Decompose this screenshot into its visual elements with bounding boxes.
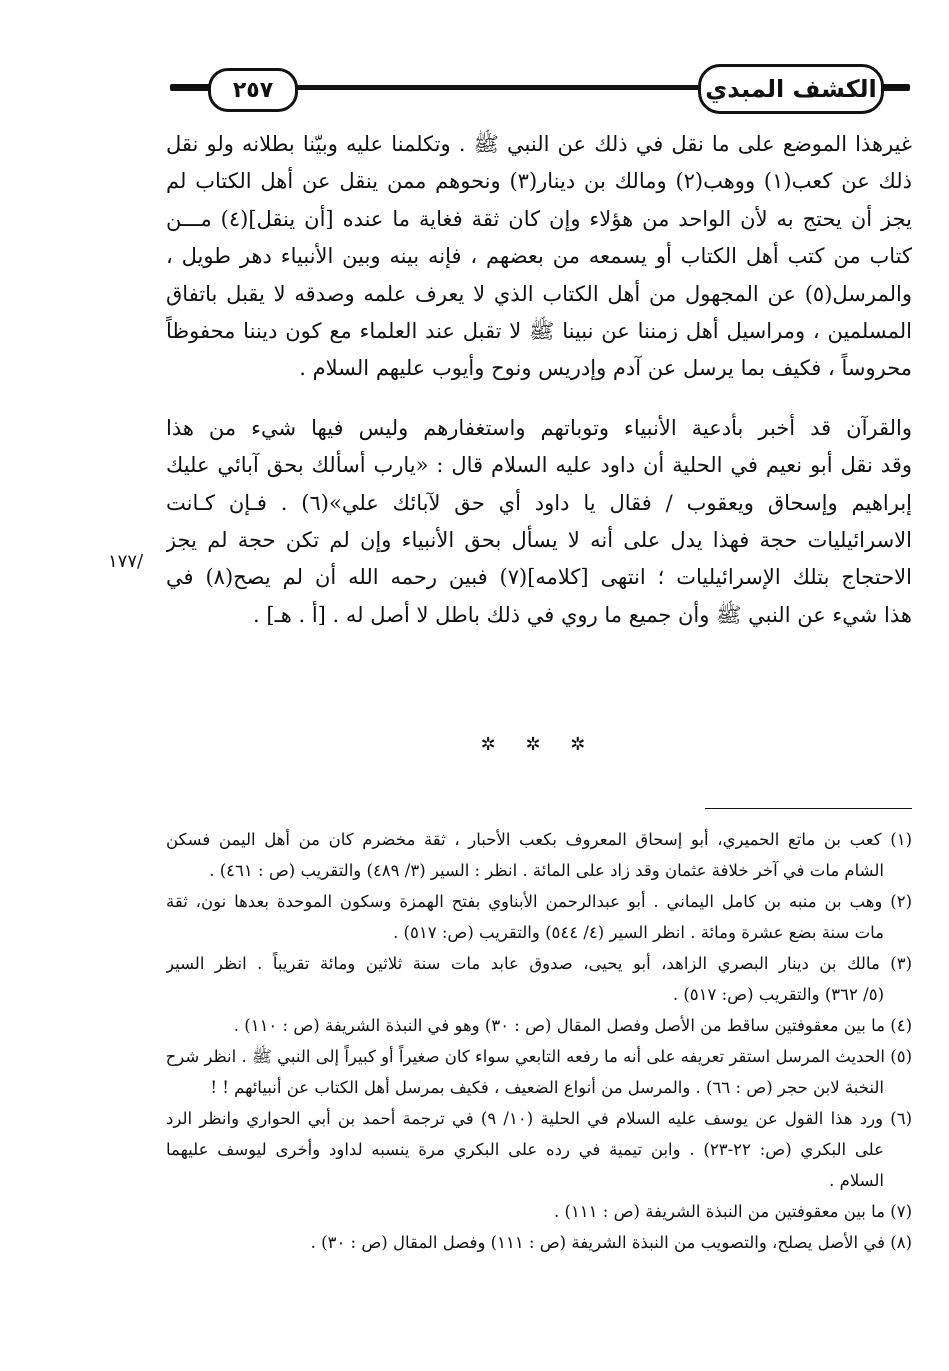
footnote-6 xyxy=(166,1103,912,1196)
text-line: غيرهذا الموضع على ما نقل في ذلك عن النبي ﷺ . وتكلمنا عليه وبيّنا بطلانه ولو نقل xyxy=(166,132,912,156)
page-number: ٢٥٧ xyxy=(208,68,298,112)
footnote-4 xyxy=(166,1010,912,1041)
footnote-line: (٧) ما بين معقوفتين من النبذة الشريفة (ص : ١١١) . xyxy=(554,1202,912,1221)
text-line: كتاب من كتب أهل الكتاب أو يسمعه من بعضهم ، فإنه بينه وبين الأنبياء دهر طويل ، xyxy=(166,244,912,269)
footnotes xyxy=(166,824,912,1258)
footnote-line: (٣) مالك بن دينار البصري الزاهد، أبو يحيى، صدوق عابد مات سنة ثلاثين ومائة تقريباً . انظر السير xyxy=(166,954,912,973)
header-rule-left xyxy=(170,84,210,91)
footnote-1 xyxy=(166,824,912,886)
footnote-7 xyxy=(166,1196,912,1227)
text-line: والمرسل(٥) عن المجهول من أهل الكتاب الذي لا يعرف علمه وصدقه لا يقبل باتفاق xyxy=(166,281,912,306)
footnote-3 xyxy=(166,948,912,1010)
text-line: ذلك عن كعب(١) ووهب(٢) ومالك بن دينار(٣) ونحوهم ممن ينقل عن أهل الكتاب لم xyxy=(166,169,912,194)
manuscript-folio-reference: ١٧٧/ xyxy=(108,551,144,572)
footnote-2 xyxy=(166,886,912,948)
text-line: المسلمين ، ومراسيل أهل زمننا عن نبينا ﷺ لا تقبل عند العلماء مع كون ديننا محفوظاً xyxy=(166,319,912,344)
text-line: وقد نقل أبو نعيم في الحلية أن داود عليه السلام قال : «يارب أسألك بحق آبائي عليك xyxy=(166,453,912,478)
footnote-line: الشام مات في آخر خلافة عثمان وقد زاد على المائة . انظر : السير (٣/ ٤٨٩) والتقريب (ص : ٤٦١) . xyxy=(209,861,884,880)
footnote-line: (٥/ ٣٦٢) والتقريب (ص: ٥١٧) . xyxy=(672,985,884,1004)
footnote-line: على البكري (ص: ٢٢-٢٣) . وابن تيمية في رده على البكري مرة ينسبه لداود وأخرى ليوسف عليهما xyxy=(166,1140,884,1159)
book-title: الكشف المبدي xyxy=(698,64,884,114)
footnote-line: مات سنة بضع عشرة ومائة . انظر السير (٤/ ٥٤٤) والتقريب (ص: ٥١٧) . xyxy=(393,923,884,942)
footnote-line: (٥) الحديث المرسل استقر تعريفه على أنه ما رفعه التابعي سواء كان صغيراً أو كبيراً إلى النبي ﷺ . انظر شرح xyxy=(166,1047,912,1066)
footnote-8 xyxy=(166,1227,912,1258)
footnote-line: (٢) وهب بن منبه بن كامل اليماني . أبو عبدالرحمن الأبناوي بفتح الهمزة وسكون الموحدة بعدها نون، ثقة xyxy=(166,892,912,911)
footnote-line: (٨) في الأصل يصلح، والتصويب من النبذة الشريفة (ص : ١١١) وفصل المقال (ص : ٣٠) . xyxy=(310,1233,912,1252)
text-line: الاسرائيليات حجة فهذا يدل على أنه لا يسأل بحق الأنبياء وإن لم تكن حجة لم يجز xyxy=(166,528,912,553)
footnote-line: السلام . xyxy=(829,1171,884,1190)
footnote-line: النخبة لابن حجر (ص : ٦٦) . والمرسل من أنواع الضعيف ، فكيف بمرسل أهل الكتاب عن أنبيائهم ! ! xyxy=(210,1078,884,1097)
text-line: هذا شيء عن النبي ﷺ وأن جميع ما روي في ذلك باطل لا أصل له . [أ . هـ] . xyxy=(253,602,912,627)
footnote-line: (٦) ورد هذا القول عن يوسف عليه السلام في الحلية (١٠/ ٩) في ترجمة أحمد بن أبي الحواري وانظر الرد xyxy=(166,1109,912,1128)
main-text xyxy=(166,126,912,634)
footnote-divider xyxy=(705,808,912,809)
text-line: يجز أن يحتج به لأن الواحد من هؤلاء وإن كان ثقة فغاية ما عنده [أن ينقل](٤) مـــن xyxy=(166,206,912,231)
text-line: إبراهيم وإسحاق ويعقوب / فقال يا داود أي حق لآبائك علي»(٦) . فـإن كـانت xyxy=(166,490,912,515)
header-rule-right xyxy=(882,84,910,91)
page-header xyxy=(170,64,910,112)
footnote-line: (١) كعب بن ماتع الحميري، أبو إسحاق المعروف بكعب الأحبار ، ثقة مخضرم كان من أهل اليمن فسكن xyxy=(166,830,912,849)
section-separator: ✲ ✲ ✲ xyxy=(480,734,598,755)
footnote-line: (٤) ما بين معقوفتين ساقط من الأصل وفصل المقال (ص : ٣٠) وهو في النبذة الشريفة (ص : ١١٠) . xyxy=(233,1016,912,1035)
text-line: محروساً ، فكيف بما يرسل عن آدم وإدريس ونوح وأيوب عليهم السلام . xyxy=(299,356,912,381)
text-line: والقرآن قد أخبر بأدعية الأنبياء وتوباتهم واستغفارهم وليس فيها شيء من هذا xyxy=(166,415,912,440)
footnote-5 xyxy=(166,1041,912,1103)
text-line: الاحتجاج بتلك الإسرائيليات ؛ انتهى [كلامه](٧) فبين رحمه الله أن لم يصح(٨) في xyxy=(166,565,912,590)
